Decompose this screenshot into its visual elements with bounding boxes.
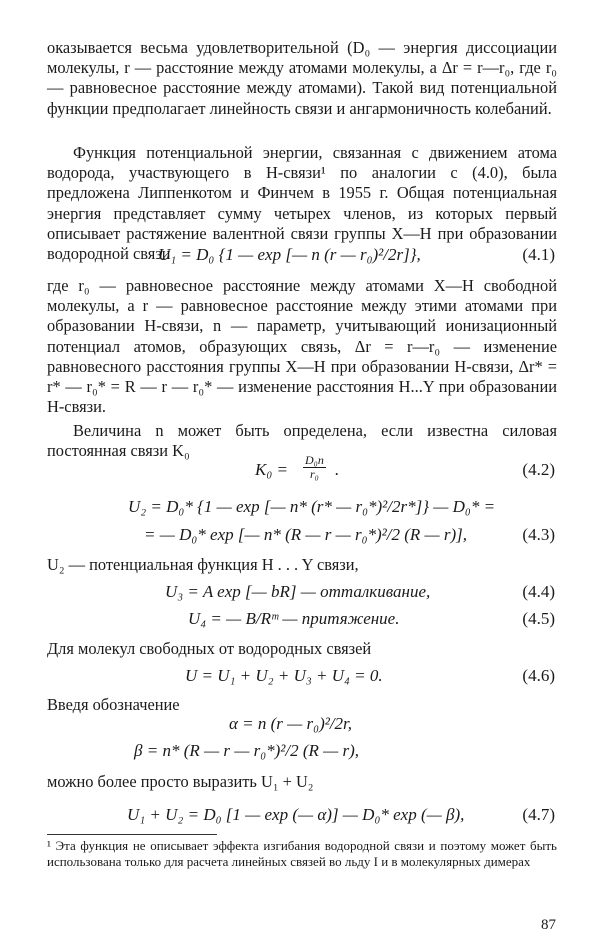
equation-4-6-formula: U = U₁ + U₂ + U₃ + U₄ = 0. [185,666,383,685]
equation-4-2-lhs: K₀ = [255,460,288,479]
equation-4-5-number: (4.5) [522,609,555,628]
equation-4-5 [0,609,555,633]
equation-4-2-fraction [303,454,326,481]
equation-4-3-line-2 [0,525,555,549]
equation-4-3b-formula: = — D₀* exp [— n* (R — r — r₀*)²/2 (R — r)], [144,525,468,544]
paragraph-8: можно более просто выразить U₁ + U₂ [47,772,314,791]
equation-4-7-number: (4.7) [522,805,555,824]
paragraph-2: Функция потенциальной энергии, связанная с движением атома водорода, участвующего в H-связи¹ по аналогии с (4.0), была предложена Липпенкотом и Финчем в 1955 г. Общая потенциальная энергия представляет сумму четырех членов, из которых первый описывает растяжение валентной связи группы X—H при образовании водородной связи [47,143,557,264]
equation-4-5-formula: U₄ = — B/Rᵐ — притяжение. [188,609,400,628]
paragraph-6: Для молекул свободных от водородных связей [47,639,372,658]
equation-4-4 [0,582,555,606]
equation-4-1-formula: U₁ = D₀ {1 — exp [— n (r — r₀)²/2r]}, [158,245,421,264]
paragraph-1: оказывается весьма удовлетворительной (D₀ — энергия диссоциации молекулы, r — расстояние между атомами молекулы, а Δr = r—r₀, где r₀ — равновесное расстояние между атомами). Такой вид потенциальной функции предполагает линейность связи и ангармоничность колебаний. [47,38,557,118]
paragraph-4: Величина n может быть определена, если известна силовая постоянная связи K₀ [47,421,557,461]
equation-4-2-numerator: D₀n [305,453,324,467]
equation-4-2-number: (4.2) [522,460,555,479]
equation-4-1 [0,245,555,269]
equation-4-6-number: (4.6) [522,666,555,685]
equation-4-2-rhs: . [335,460,340,479]
paragraph-7: Введя обозначение [47,695,180,714]
paragraph-3: где r₀ — равновесное расстояние между атомами X—H свободной молекулы, а r — равновесное расстояние между этими атомами при образовании H-связи, n — параметр, учитывающий ионизационный потенциал атомов, образующих связь, Δr = r—r₀ — изменение равновесного расстояния группы X—H при образовании H-связи, Δr* = r* — r₀* = R — r — r₀* — изменение расстояния H...Y при образовании H-связи. [47,276,557,417]
equation-beta [0,741,555,765]
equation-4-4-formula: U₃ = A exp [— bR] — отталкивание, [165,582,431,601]
paragraph-5: U₂ — потенциальная функция H . . . Y связи, [47,555,359,574]
equation-4-3-line-1 [0,497,555,521]
footnote: ¹ Эта функция не описывает эффекта изгибания водородной связи и поэтому может быть использована только для расчета линейных связей во льду I и в молекулярных димерах [47,838,557,869]
equation-4-7 [0,805,555,829]
equation-alpha-formula: α = n (r — r₀)²/2r, [229,714,353,733]
equation-4-7-formula: U₁ + U₂ = D₀ [1 — exp (— α)] — D₀* exp (— β), [127,805,465,824]
footnote-separator [47,834,217,835]
equation-4-3a-formula: U₂ = D₀* {1 — exp [— n* (r* — r₀*)²/2r*]} — D₀* = [128,497,496,516]
page-number: 87 [541,917,556,933]
equation-4-1-number: (4.1) [522,245,555,264]
equation-4-6 [0,666,555,690]
equation-4-2-denominator: r₀ [310,467,319,481]
equation-alpha [0,714,555,738]
equation-4-2 [0,454,555,490]
equation-4-4-number: (4.4) [522,582,555,601]
equation-4-3-number: (4.3) [522,525,555,544]
equation-beta-formula: β = n* (R — r — r₀*)²/2 (R — r), [134,741,360,760]
